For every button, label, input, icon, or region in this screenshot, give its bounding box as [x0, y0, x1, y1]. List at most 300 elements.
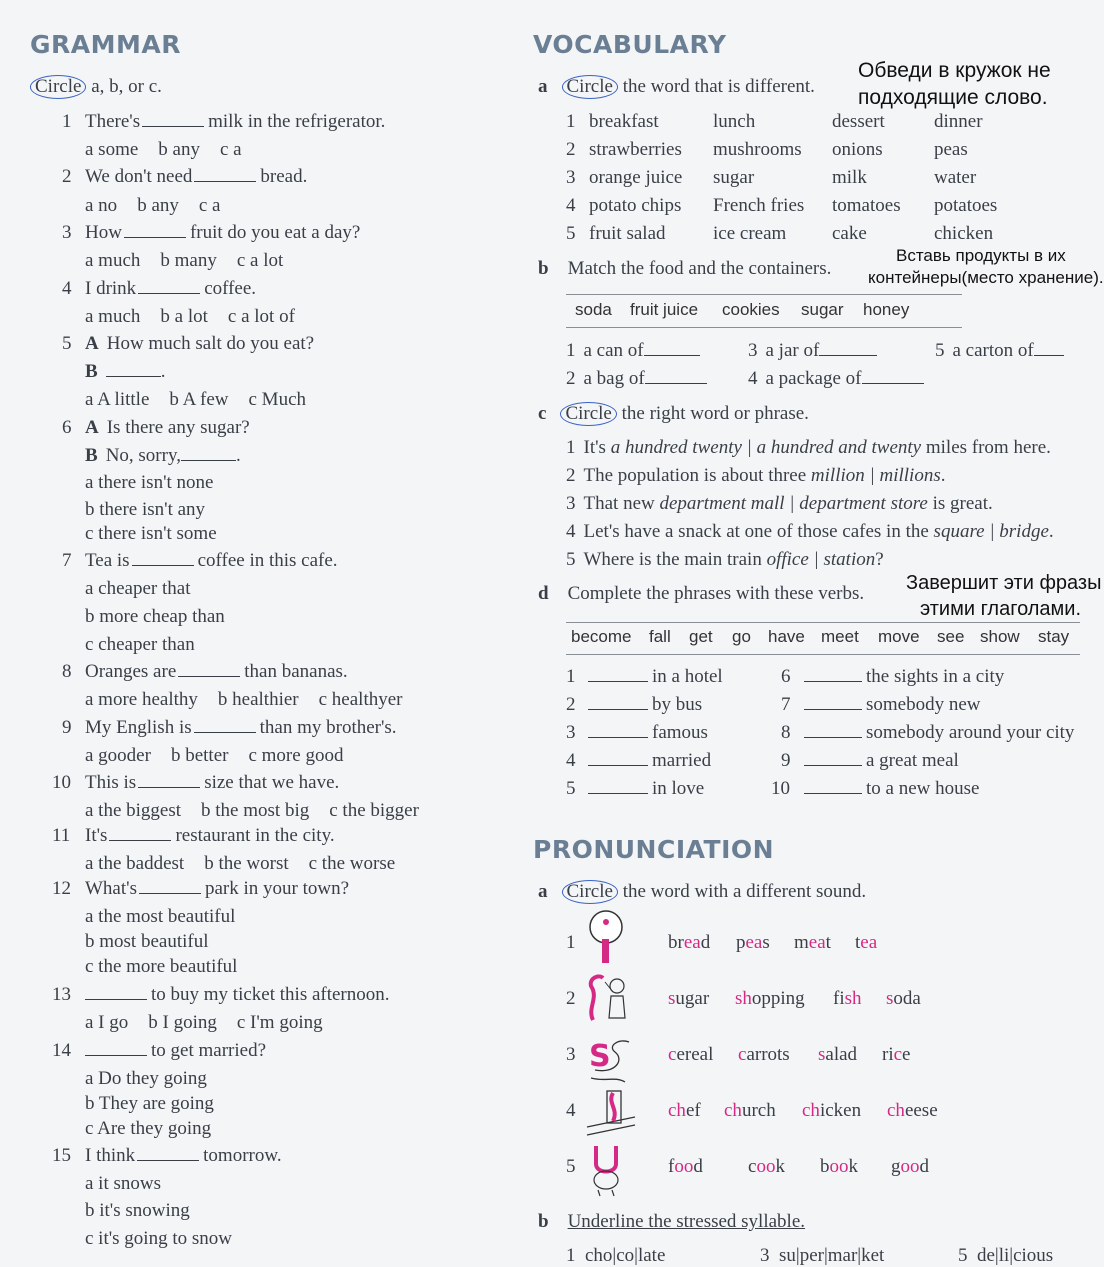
option[interactable]: a cheaper that: [85, 578, 191, 599]
word-part: f: [668, 1156, 675, 1177]
option[interactable]: c Are they going: [85, 1118, 212, 1139]
option[interactable]: c the more beautiful: [85, 956, 238, 977]
answer-blank[interactable]: [588, 751, 648, 766]
sound-word[interactable]: [748, 1156, 785, 1178]
answer-blank[interactable]: [804, 695, 862, 710]
option[interactable]: a A little: [85, 389, 150, 410]
row-number: 5: [566, 1156, 576, 1177]
answer-blank[interactable]: [85, 1041, 147, 1056]
speaker-label: B: [85, 445, 98, 466]
answer-blank[interactable]: [109, 826, 171, 841]
container-item: [566, 340, 700, 362]
instruction-rest: the right word or phrase.: [621, 403, 809, 424]
stem-post: restaurant in the city.: [175, 825, 335, 846]
highlighted-sound: ea: [683, 932, 701, 953]
word-part: c: [748, 1156, 757, 1177]
sound-word[interactable]: [820, 1156, 858, 1178]
options-row: [85, 306, 315, 328]
option[interactable]: c the worse: [308, 853, 396, 874]
word-option[interactable]: French fries: [713, 195, 805, 216]
option[interactable]: a much: [85, 306, 141, 327]
item-text: a jar of: [765, 340, 820, 361]
word-part: ri: [882, 1044, 894, 1065]
phrase-text: the sights in a city: [866, 666, 1005, 687]
option[interactable]: b there isn't any: [85, 499, 206, 520]
box-word: honey: [863, 300, 910, 319]
question-end: .: [160, 361, 166, 382]
word-option[interactable]: cake: [832, 223, 867, 244]
option[interactable]: b the worst: [204, 853, 289, 874]
box-verb: meet: [821, 627, 859, 646]
box-verb: go: [732, 627, 751, 646]
container-item: [566, 368, 707, 390]
answer-blank[interactable]: [1034, 341, 1064, 356]
sound-word[interactable]: [668, 988, 709, 1010]
highlighted-sound: oo: [900, 1156, 920, 1177]
stem-pre: I think: [85, 1145, 136, 1166]
row-number: 2: [566, 988, 576, 1009]
highlighted-sound: s: [818, 1044, 826, 1065]
sentence: [566, 465, 945, 487]
question-number: 7: [62, 550, 72, 571]
vocab-d-instruction: [538, 583, 864, 605]
answer-blank[interactable]: [138, 773, 200, 788]
row-number: 3: [566, 167, 576, 188]
sentence: [566, 521, 1054, 543]
option[interactable]: b healthier: [217, 689, 299, 710]
item-number: 5: [935, 340, 945, 361]
question-number: 4: [62, 278, 72, 299]
stem-post: bread.: [260, 166, 308, 187]
choice-words[interactable]: million | millions: [810, 465, 941, 486]
question-stem: [85, 878, 349, 900]
word-option[interactable]: dessert: [832, 111, 885, 132]
highlighted-sound: s: [886, 988, 894, 1009]
answer-blank[interactable]: [178, 662, 240, 677]
syllable-word[interactable]: 1 cho|co|late: [566, 1245, 666, 1266]
word-option[interactable]: ice cream: [713, 223, 787, 244]
stem-post: than my brother's.: [259, 717, 397, 738]
item-number: 3: [748, 340, 758, 361]
section-letter: a: [538, 881, 548, 902]
circle-word: Circle: [560, 402, 616, 426]
pron-a-instruction: [538, 880, 866, 904]
word-part: b: [820, 1156, 830, 1177]
option[interactable]: b the most big: [201, 800, 310, 821]
question-stem: [85, 550, 338, 572]
word-option[interactable]: onions: [832, 139, 883, 160]
box-verb: become: [571, 627, 632, 646]
box-verb: move: [878, 627, 920, 646]
phrase: [804, 778, 979, 800]
speaker-label: A: [85, 333, 99, 354]
word-part: d: [919, 1156, 929, 1177]
options-row: [85, 745, 363, 767]
word-option[interactable]: dinner: [934, 111, 983, 132]
item-number: 6: [781, 666, 791, 687]
question-number: 8: [62, 661, 72, 682]
answer-blank[interactable]: [106, 362, 161, 377]
pronunciation-title: PRONUNCIATION: [533, 835, 775, 864]
option[interactable]: a I go: [85, 1012, 129, 1033]
highlighted-sound: ea: [860, 932, 878, 953]
option[interactable]: a Do they going: [85, 1068, 207, 1089]
option[interactable]: c cheaper than: [85, 634, 195, 655]
tree-icon: [585, 910, 631, 966]
answer-blank[interactable]: [124, 223, 186, 238]
train-icon: [585, 1083, 637, 1139]
highlighted-sound: s: [668, 988, 676, 1009]
phrase-text: married: [652, 750, 712, 771]
question-stem: [85, 222, 360, 244]
sound-word[interactable]: [882, 1044, 910, 1066]
sound-word[interactable]: [887, 1100, 938, 1122]
ru-note-b-1: Вставь продукты в их: [896, 246, 1066, 265]
row-number: 1: [566, 932, 576, 953]
sound-word[interactable]: [833, 988, 862, 1010]
sound-word[interactable]: [855, 932, 877, 954]
highlighted-sound: sh: [735, 988, 752, 1009]
ru-note-b-2: контейнеры(место хранение).: [868, 268, 1104, 287]
section-letter: b: [538, 258, 549, 279]
option[interactable]: b most beautiful: [85, 931, 209, 952]
grammar-title: GRAMMAR: [30, 30, 181, 59]
sound-word[interactable]: [738, 1044, 790, 1066]
answer-blank[interactable]: [804, 667, 862, 682]
sound-word[interactable]: [886, 988, 921, 1010]
answer-blank[interactable]: [137, 1146, 199, 1161]
question-text: Is there any sugar?: [106, 417, 250, 438]
option[interactable]: c a lot: [236, 250, 284, 271]
word-part: br: [668, 932, 684, 953]
stem-pre: Tea is: [85, 550, 130, 571]
item-number: 4: [748, 368, 758, 389]
stem-post: to get married?: [151, 1040, 267, 1061]
container-item: [748, 368, 924, 390]
highlighted-sound: ch: [802, 1100, 820, 1121]
option[interactable]: c the bigger: [329, 800, 419, 821]
word-option[interactable]: breakfast: [589, 111, 659, 132]
item-number: 4: [566, 750, 576, 771]
row-number: 4: [566, 195, 576, 216]
pron-b-instruction: [538, 1211, 805, 1233]
question-text: How much salt do you eat?: [106, 333, 315, 354]
option[interactable]: b any: [158, 139, 200, 160]
ru-note-a: Обведи в кружок не подходящие слово.: [858, 59, 1051, 109]
phrase: [804, 750, 959, 772]
item-text: a bag of: [583, 368, 645, 389]
sound-word[interactable]: [891, 1156, 929, 1178]
option[interactable]: c I'm going: [236, 1012, 323, 1033]
options-row: [85, 139, 262, 161]
phrase-text: somebody new: [866, 694, 981, 715]
item-number: 4: [566, 521, 576, 542]
stem-post: fruit do you eat a day?: [189, 222, 361, 243]
answer-blank[interactable]: [132, 551, 194, 566]
option[interactable]: b I going: [148, 1012, 217, 1033]
option[interactable]: b A few: [169, 389, 229, 410]
item-number: 3: [566, 722, 576, 743]
answer-blank[interactable]: [862, 369, 924, 384]
sound-word[interactable]: [668, 932, 710, 954]
word-option[interactable]: potatoes: [934, 195, 998, 216]
svg-text:S: S: [589, 1039, 611, 1074]
item-number: 1: [566, 437, 576, 458]
circle-word: Circle: [562, 880, 618, 904]
option[interactable]: b any: [137, 195, 179, 216]
question-number: 14: [52, 1040, 71, 1061]
answer-blank[interactable]: [85, 985, 147, 1000]
word-part: oda: [893, 988, 921, 1009]
option[interactable]: c there isn't some: [85, 523, 217, 544]
option[interactable]: b more cheap than: [85, 606, 225, 627]
word-part: e: [902, 1044, 911, 1065]
answer-blank[interactable]: [588, 779, 648, 794]
word-part: k: [848, 1156, 858, 1177]
word-option[interactable]: sugar: [713, 167, 755, 188]
instruction-rest: the word with a different sound.: [622, 881, 867, 902]
option[interactable]: b it's snowing: [85, 1200, 190, 1221]
section-letter: d: [538, 583, 549, 604]
highlighted-sound: ea: [808, 932, 826, 953]
question-number: 11: [52, 825, 71, 846]
sound-word[interactable]: [735, 988, 805, 1010]
option[interactable]: a the most beautiful: [85, 906, 236, 927]
choice-words[interactable]: office | station: [766, 549, 876, 570]
option[interactable]: a the baddest: [85, 853, 185, 874]
stem-post: size that we have.: [204, 772, 340, 793]
phrase-text: to a new house: [866, 778, 980, 799]
item-number: 2: [566, 465, 576, 486]
word-option[interactable]: chicken: [934, 223, 994, 244]
highlighted-sound: ea: [745, 932, 763, 953]
stem-post: park in your town?: [204, 878, 350, 899]
word-option[interactable]: milk: [832, 167, 867, 188]
item-number: 10: [771, 778, 790, 799]
option[interactable]: a much: [85, 250, 141, 271]
sentence-post: miles from here.: [921, 437, 1051, 458]
question-number: 12: [52, 878, 71, 899]
highlighted-sound: ch: [724, 1100, 742, 1121]
syllable-word[interactable]: 3 su|per|mar|ket: [760, 1245, 885, 1266]
stem-pre: There's: [85, 111, 141, 132]
item-text: a package of: [765, 368, 862, 389]
word-part: d: [693, 1156, 703, 1177]
stem-pre: It's: [85, 825, 108, 846]
word-option[interactable]: potato chips: [589, 195, 682, 216]
answer-blank[interactable]: [588, 723, 648, 738]
highlighted-sound: ch: [668, 1100, 686, 1121]
box-verb: stay: [1038, 627, 1070, 646]
highlighted-sound: oo: [756, 1156, 776, 1177]
sound-word[interactable]: [724, 1100, 776, 1122]
options-row: [85, 800, 439, 822]
sound-word[interactable]: [794, 932, 831, 954]
sound-word[interactable]: [668, 1156, 703, 1178]
answer-blank[interactable]: [804, 723, 862, 738]
item-number: 3: [566, 493, 576, 514]
word-part: ereal: [676, 1044, 714, 1065]
option[interactable]: c a: [219, 139, 242, 160]
option[interactable]: b better: [170, 745, 229, 766]
sentence: [566, 437, 1051, 459]
word-option[interactable]: peas: [934, 139, 968, 160]
row-number: 1: [566, 111, 576, 132]
phrase-text: somebody around your city: [866, 722, 1075, 743]
answer-blank[interactable]: [588, 667, 648, 682]
word-part: t: [825, 932, 831, 953]
grammar-instruction: [35, 75, 162, 99]
phrase-text: in a hotel: [652, 666, 723, 687]
option[interactable]: c a: [198, 195, 221, 216]
choice-words[interactable]: department mall | department store: [659, 493, 928, 514]
section-letter: b: [538, 1211, 549, 1232]
highlighted-sound: ch: [887, 1100, 905, 1121]
phrase: [588, 750, 711, 772]
question-number: 10: [52, 772, 71, 793]
item-number: 7: [781, 694, 791, 715]
phrase-text: a great meal: [866, 750, 959, 771]
sound-word[interactable]: [668, 1100, 701, 1122]
sound-word[interactable]: [802, 1100, 861, 1122]
box-word: cookies: [722, 300, 780, 319]
ru-note-d-2: этими глаголами.: [920, 598, 1082, 620]
option[interactable]: c more good: [248, 745, 344, 766]
question-text: No, sorry,: [105, 445, 181, 466]
word-part: p: [736, 932, 746, 953]
option[interactable]: c Much: [248, 389, 307, 410]
row-number: 4: [566, 1100, 576, 1121]
question-stem: [85, 166, 307, 188]
word-part: icken: [819, 1100, 862, 1121]
vocabulary-title: VOCABULARY: [533, 30, 727, 59]
word-option[interactable]: lunch: [713, 111, 756, 132]
word-option[interactable]: tomatoes: [832, 195, 901, 216]
word-part: ugar: [675, 988, 710, 1009]
box-verb: get: [689, 627, 713, 646]
stem-pre: I drink: [85, 278, 137, 299]
answer-blank[interactable]: [588, 695, 648, 710]
answer-blank[interactable]: [194, 718, 256, 733]
answer-blank[interactable]: [142, 112, 204, 127]
option[interactable]: c healthyer: [318, 689, 403, 710]
answer-blank[interactable]: [645, 369, 707, 384]
option[interactable]: b many: [160, 250, 217, 271]
choice-words[interactable]: square | bridge: [933, 521, 1049, 542]
answer-blank[interactable]: [138, 279, 200, 294]
question-number: 15: [52, 1145, 71, 1166]
word-part: d: [700, 932, 711, 953]
options-row: [85, 689, 423, 711]
word-part: fi: [833, 988, 845, 1009]
choice-words[interactable]: a hundred twenty | a hundred and twenty: [610, 437, 922, 458]
item-number: 1: [566, 340, 576, 361]
question-stem: [85, 1145, 282, 1167]
stem-pre: My English is: [85, 717, 192, 738]
word-option[interactable]: strawberries: [589, 139, 682, 160]
dialog-line-b: [85, 445, 241, 467]
instruction-text: Complete the phrases with these verbs.: [567, 583, 865, 604]
options-row: [85, 853, 415, 875]
dialog-line-a: [85, 333, 314, 355]
box-verb: have: [768, 627, 805, 646]
syllable-word[interactable]: 5 de|li|cious: [958, 1245, 1054, 1266]
stem-post: coffee in this cafe.: [197, 550, 338, 571]
item-number: 5: [566, 549, 576, 570]
item-number: 1: [566, 666, 576, 687]
word-option[interactable]: mushrooms: [713, 139, 802, 160]
options-row: [85, 389, 326, 411]
option[interactable]: a no: [85, 195, 118, 216]
answer-blank[interactable]: [181, 446, 236, 461]
dialog-line-b: [85, 361, 165, 383]
option[interactable]: a some: [85, 139, 139, 160]
options-row: [85, 195, 241, 217]
option[interactable]: b They are going: [85, 1093, 214, 1114]
answer-blank[interactable]: [819, 341, 877, 356]
answer-blank[interactable]: [139, 879, 201, 894]
answer-blank[interactable]: [804, 779, 862, 794]
vocab-b-instruction: [538, 258, 831, 280]
stem-pre: What's: [85, 878, 137, 899]
sentence-pre: The population is about three: [583, 465, 811, 486]
container-item: [935, 340, 1064, 362]
sentence-post: is great.: [927, 493, 993, 514]
question-stem: [85, 825, 335, 847]
word-part: s: [762, 932, 770, 953]
question-number: 2: [62, 166, 72, 187]
option[interactable]: c a lot of: [227, 306, 295, 327]
word-option[interactable]: orange juice: [589, 167, 683, 188]
option[interactable]: b a lot: [160, 306, 208, 327]
question-stem: [85, 278, 256, 300]
sentence: [566, 493, 993, 515]
answer-blank[interactable]: [804, 751, 862, 766]
answer-blank[interactable]: [194, 167, 256, 182]
stem-post: than bananas.: [244, 661, 348, 682]
option[interactable]: a there isn't none: [85, 472, 214, 493]
sound-word[interactable]: [668, 1044, 713, 1066]
item-text: a can of: [583, 340, 644, 361]
word-option[interactable]: water: [934, 167, 977, 188]
row-number: 5: [566, 223, 576, 244]
question-stem: [85, 984, 390, 1006]
item-number: 8: [781, 722, 791, 743]
speaker-label: A: [85, 417, 99, 438]
box-word: soda: [575, 300, 612, 319]
sound-word[interactable]: [736, 932, 770, 954]
answer-blank[interactable]: [644, 341, 700, 356]
row-number: 2: [566, 139, 576, 160]
word-option[interactable]: fruit salad: [589, 223, 666, 244]
option[interactable]: a more healthy: [85, 689, 198, 710]
option[interactable]: c it's going to snow: [85, 1228, 232, 1249]
question-end: .: [235, 445, 241, 466]
bull-icon: [588, 1140, 634, 1196]
sound-word[interactable]: [818, 1044, 857, 1066]
sentence-post: .: [1048, 521, 1054, 542]
highlighted-sound: sh: [844, 988, 862, 1009]
option[interactable]: a gooder: [85, 745, 151, 766]
stem-pre: Oranges are: [85, 661, 177, 682]
option[interactable]: a it snows: [85, 1173, 161, 1194]
circle-word: Circle: [562, 75, 618, 99]
section-letter: c: [538, 403, 547, 424]
word-part: urch: [741, 1100, 776, 1121]
box-verb: show: [980, 627, 1020, 646]
phrase: [588, 778, 704, 800]
option[interactable]: a the biggest: [85, 800, 182, 821]
